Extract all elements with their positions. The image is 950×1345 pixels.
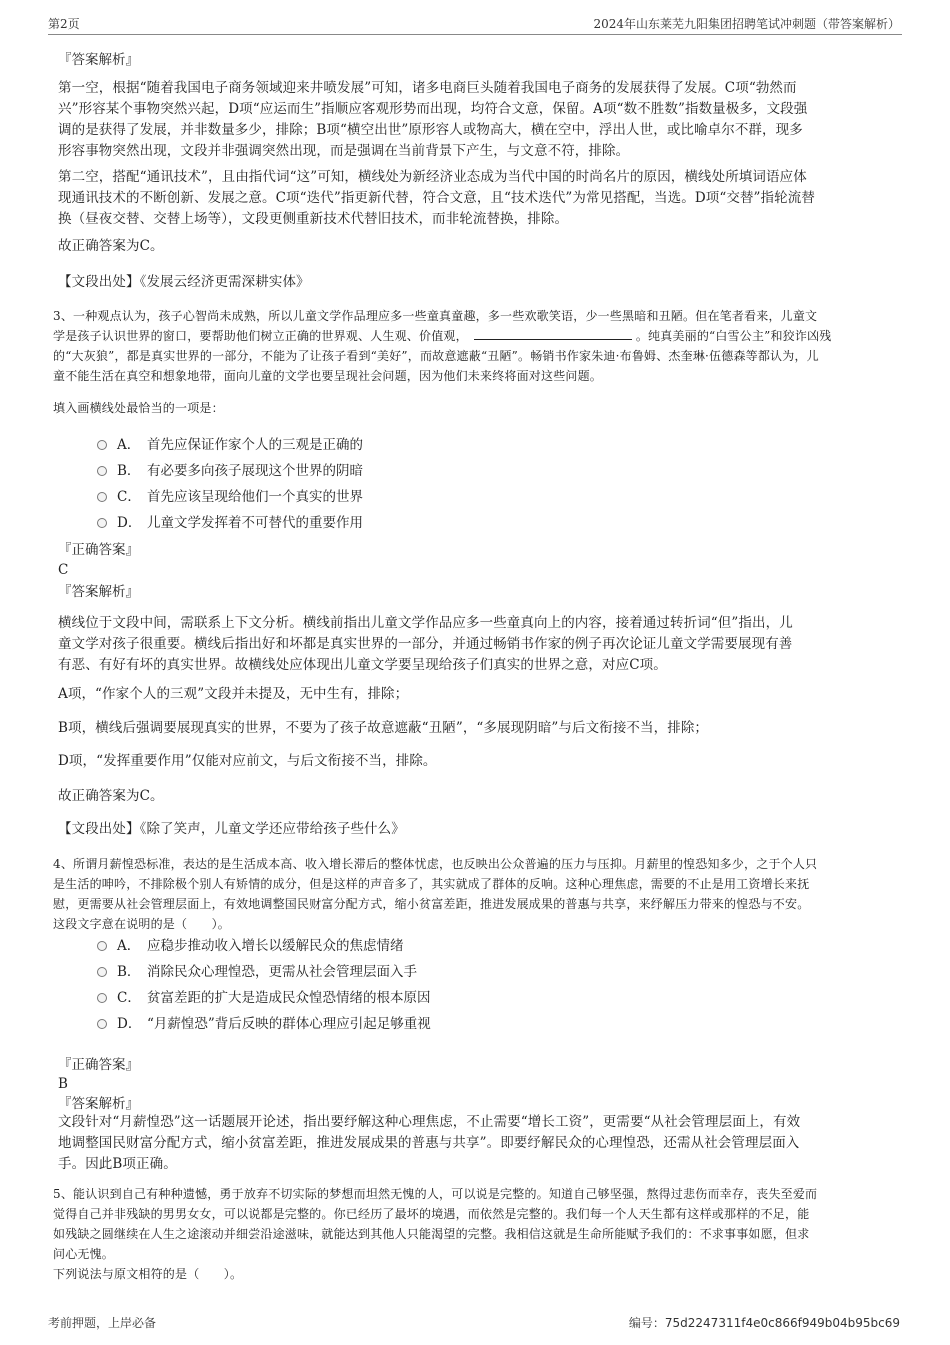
question-3-option-d[interactable]: D． 儿童文学发挥着不可替代的重要作用	[97, 513, 363, 533]
page-footer	[48, 1312, 902, 1332]
question-3-analysis: 横线位于文段中间，需联系上下文分析。横线前指出儿童文学作品应多一些童真向上的内容，接着通过转折词“但”指出，儿 童文学对孩子很重要。横线后指出好和坏都是真实世界的一部分，并通过畅销书作家的例子再次论证儿童文学需要展现有善 有恶、有好有坏的真实世界。故横线处应体现出儿童文学要呈现给孩子们真实的世界之意，对应C项。	[58, 615, 793, 673]
source-citation: 【文段出处】《发展云经济更需深耕实体》	[58, 274, 310, 290]
analysis-label: 『答案解析』	[58, 52, 139, 68]
question-3-option-a[interactable]: A． 首先应保证作家个人的三观是正确的	[97, 435, 363, 455]
radio-icon[interactable]	[97, 518, 107, 528]
question-4-analysis: 文段针对“月薪惶恐”这一话题展开论述，指出要纾解这种心理焦虑，不止需要“增长工资”，更需要“从社会管理层面上，有效 地调整国民财富分配方式，缩小贫富差距，推进发展成果的普惠与共享”。即要纾解民众的心理惶恐，还需从社会管理层面入 手。因此B项正确。	[58, 1114, 801, 1172]
conclusion-text: 故正确答案为C。	[58, 788, 164, 804]
question-4-option-d[interactable]: D． “月薪惶恐”背后反映的群体心理应引起足够重视	[97, 1014, 431, 1034]
correct-answer-value: C	[58, 562, 69, 578]
question-4-option-b[interactable]: B． 消除民众心理惶恐，更需从社会管理层面入手	[97, 962, 417, 982]
explanation-option-b: B项，横线后强调要展现真实的世界，不要为了孩子故意遮蔽“丑陋”，“多展现阴暗”与后文衔接不当，排除；	[58, 720, 709, 736]
source-citation: 【文段出处】《除了笑声，儿童文学还应带给孩子些什么》	[58, 821, 405, 837]
question-3-option-c[interactable]: C． 首先应该呈现给他们一个真实的世界	[97, 487, 363, 507]
footer-slogan: 考前押题，上岸必备	[48, 1316, 157, 1330]
radio-icon[interactable]	[97, 466, 107, 476]
correct-answer-label: 『正确答案』	[58, 1057, 139, 1073]
question-4-option-a[interactable]: A． 应稳步推动收入增长以缓解民众的焦虑情绪	[97, 936, 404, 956]
analysis-label: 『答案解析』	[58, 1096, 139, 1112]
explanation-option-d: D项，“发挥重要作用”仅能对应前文，与后文衔接不当，排除。	[58, 753, 437, 769]
radio-icon[interactable]	[97, 993, 107, 1003]
analysis-label: 『答案解析』	[58, 584, 139, 600]
question-3-stem-line-with-blank: 学是孩子认识世界的窗口，要帮助他们树立正确的世界观、人生观、价值观， 。纯真美丽的“白雪公主”和狡诈凶残	[53, 329, 832, 343]
question-4-option-c[interactable]: C． 贫富差距的扩大是造成民众惶恐情绪的根本原因	[97, 988, 431, 1008]
radio-icon[interactable]	[97, 1019, 107, 1029]
question-3-prompt: 填入画横线处最恰当的一项是：	[53, 401, 224, 415]
analysis-paragraph-1: 第一空，根据“随着我国电子商务领域迎来井喷发展”可知，诸多电商巨头随着我国电子商务的发展获得了发展。C项“勃然而 兴”形容某个事物突然兴起，D项“应运而生”指顺应客观形势而出现，均符合文意，保留。A项“数不胜数”指数量极多，文段强 调的是获得了发展，并非数量多少，排除；B项“横空出世”原形容人或物高大，横在空中，浮出人世，或比喻卓尔不群，现多 形容事物突然出现，文段并非强调突然出现，而是强调在当前背景下产生，与文意不符，排除。	[58, 80, 808, 159]
question-4-stem: 4、所谓月薪惶恐标准，表达的是生活成本高、收入增长滞后的整体忧虑，也反映出公众普遍的压力与压抑。月薪里的惶恐知多少，之于个人只 是生活的呻吟，不排除极个别人有矫情的成分，但是这样的声音多了，其实就成了群体的反响。这种心理焦虑，需要的不止是用工资增长来抚 慰，更需要从社会管理层面上，有效地调整国民财富分配方式，缩小贫富差距，推进发展成果的普惠与共享，来纾解压力带来的惶恐与不安。 这段文字意在说明的是（ ）。	[53, 857, 818, 931]
page-number: 第2页	[48, 17, 80, 31]
radio-icon[interactable]	[97, 492, 107, 502]
question-3-option-b[interactable]: B． 有必要多向孩子展现这个世界的阴暗	[97, 461, 363, 481]
document-code: 编号：75d2247311f4e0c866f949b04b95bc69	[628, 1316, 900, 1330]
question-3-stem: 3、一种观点认为，孩子心智尚未成熟，所以儿童文学作品理应多一些童真童趣，多一些欢歌笑语，少一些黑暗和丑陋。但在笔者看来，儿童文 学是孩子认识世界的窗口，要帮助他们树立正确的世界观、人生观、价值观， 。纯真美丽的“白雪公主”和狡诈凶残 的“大灰狼”，都是真实世界的一部分，不能为了让孩子看到“美好”，而故意遮蔽“丑陋”。畅销书作家朱迪·布鲁姆、杰奎琳·伍德森等都认为，儿 童不能生活在真空和想象地带，面向儿童的文学也要呈现社会问题，因为他们未来终将面对这些问题。	[53, 306, 903, 386]
question-5-stem: 5、能认识到自己有种种遗憾，勇于放弃不切实际的梦想而坦然无愧的人，可以说是完整的。知道自己够坚强，熬得过悲伤而幸存，丧失至爱而 觉得自己并非残缺的男男女女，可以说都是完整的。你已经历了最坏的境遇，而依然是完整的。我们每一个人天生都有这样或那样的不足，能 如残缺之圆继续在人生之途滚动并细尝沿途滋味，就能达到其他人只能渴望的完整。我相信这就是生命所能赋予我们的：不求事事如愿，但求 问心无愧。 下列说法与原文相符的是（ ）。	[53, 1187, 818, 1281]
correct-answer-label: 『正确答案』	[58, 542, 139, 558]
conclusion-text: 故正确答案为C。	[58, 238, 164, 254]
radio-icon[interactable]	[97, 941, 107, 951]
analysis-paragraph-2: 第二空，搭配“通讯技术”，且由指代词“这”可知，横线处为新经济业态成为当代中国的时尚名片的原因，横线处所填词语应体 现通讯技术的不断创新、发展之意。C项“迭代”指更新代替，符合文意，且“技术迭代”为常见搭配，当选。D项“交替”指轮流替 换（昼夜交替、交替上场等），文段更侧重新技术代替旧技术，而非轮流替换，排除。	[58, 169, 815, 227]
fill-blank-line	[474, 327, 632, 340]
correct-answer-value: B	[58, 1076, 68, 1092]
document-title: 2024年山东莱芜九阳集团招聘笔试冲刺题（带答案解析）	[593, 17, 900, 31]
radio-icon[interactable]	[97, 440, 107, 450]
explanation-option-a: A项，“作家个人的三观”文段并未提及，无中生有，排除；	[58, 686, 409, 702]
page-header	[48, 12, 902, 35]
radio-icon[interactable]	[97, 967, 107, 977]
